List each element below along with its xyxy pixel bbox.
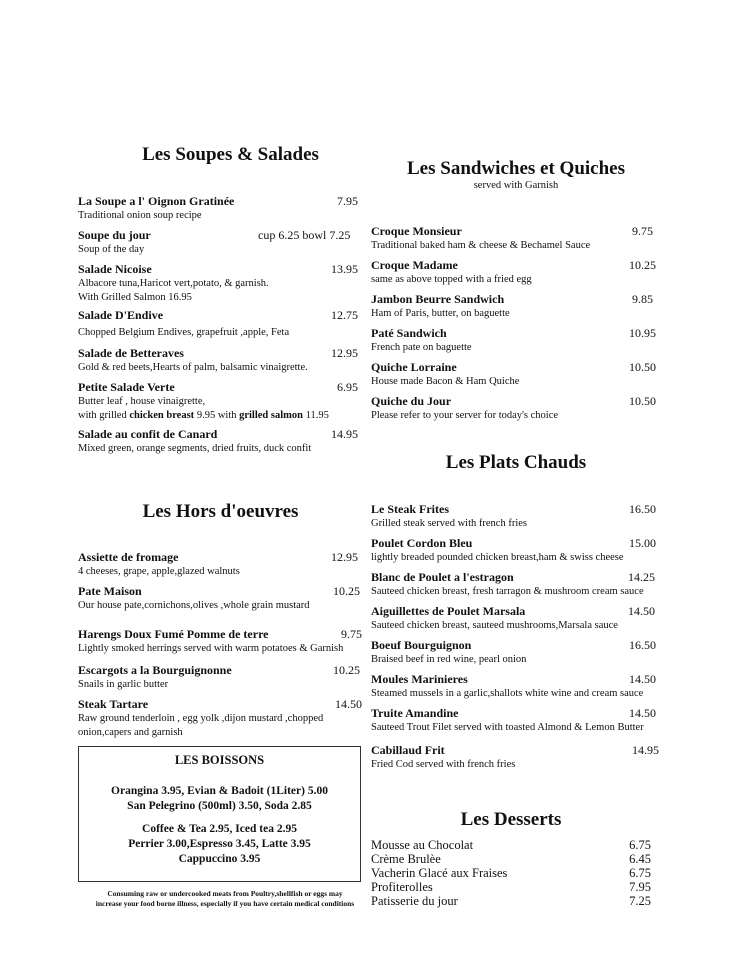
item-price: 6.75 [629,838,651,852]
menu-item [78,584,360,613]
item-price: 15.00 [629,536,656,550]
item-name: Boeuf Bourguignon [371,638,472,652]
item-desc: Traditional baked ham & cheese & Bechamel Sauce [371,240,591,251]
item-desc: Albacore tuna,Haricot vert,potato, & garnish. [78,278,269,289]
item-desc: Sauteed chicken breast, sauteed mushrooms,Marsala sauce [371,620,618,631]
dessert-item [371,852,651,867]
menu-item [78,228,358,257]
plats-title: Les Plats Chauds [445,452,587,473]
menu-item [371,743,659,772]
item-name: Jambon Beurre Sandwich [371,292,505,306]
item-price: 14.50 [335,697,362,711]
menu-item [78,427,358,456]
menu-item [78,550,358,579]
item-desc: Steamed mussels in a garlic,shallots white wine and cream sauce [371,688,644,699]
item-name: Salade au confit de Canard [78,427,218,441]
item-price: 14.50 [628,604,655,618]
item-price: 13.95 [331,262,358,276]
item-name: Salade de Betteraves [78,346,184,360]
menu-item [371,570,655,599]
item-desc: Sauteed Trout Filet served with toasted Almond & Lemon Butter [371,722,644,733]
item-name: Steak Tartare [78,697,149,711]
menu-item [78,697,362,739]
item-name: Crème Brulèe [371,852,441,866]
item-name: La Soupe a l' Oignon Gratinée [78,194,235,208]
item-desc: Braised beef in red wine, pearl onion [371,654,527,665]
item-price: 14.95 [331,427,358,441]
item-price: 12.95 [331,346,358,360]
dessert-item [371,894,651,909]
sandwiches-title: Les Sandwiches et Quiches [407,158,625,179]
menu-item [371,360,656,389]
item-desc: Raw ground tenderloin , egg yolk ,dijon mustard ,chopped [78,713,324,724]
menu-item [371,638,656,667]
footnote-line: Consuming raw or undercooked meats from Poultry,shellfish or eggs may [107,889,343,898]
item-name: Cabillaud Frit [371,743,445,757]
boissons-line: Coffee & Tea 2.95, Iced tea 2.95 [142,823,297,835]
item-name: Blanc de Poulet a l'estragon [371,570,514,584]
dessert-item [371,880,651,895]
item-price: 6.75 [629,866,651,880]
menu-item [371,672,656,701]
item-price: cup 6.25 bowl 7.25 [258,228,351,242]
item-name: Le Steak Frites [371,502,449,516]
menu-item [371,258,656,287]
item-desc: House made Bacon & Ham Quiche [371,376,520,387]
item-desc: With Grilled Salmon 16.95 [78,291,192,303]
item-name: Profiterolles [371,880,433,894]
menu-item [78,380,358,422]
item-name: Truite Amandine [371,706,459,720]
soupes-title: Les Soupes & Salades [142,144,319,165]
item-name: Paté Sandwich [371,326,447,340]
menu-item [371,292,653,321]
item-desc: same as above topped with a fried egg [371,274,532,285]
item-desc: onion,capers and garnish [78,726,183,738]
item-desc: Lightly smoked herrings served with warm potatoes & Garnish [78,643,344,654]
boissons-line: San Pelegrino (500ml) 3.50, Soda 2.85 [127,800,312,812]
item-price: 12.95 [331,550,358,564]
item-price: 14.95 [632,743,659,757]
item-desc: Butter leaf , house vinaigrette, [78,396,206,407]
item-name: Vacherin Glacé aux Fraises [371,866,508,880]
item-name: Salade D'Endive [78,308,164,322]
item-name: Croque Monsieur [371,224,462,238]
item-name: Soupe du jour [78,228,151,242]
item-desc: Ham of Paris, butter, on baguette [371,308,510,319]
footnote [80,889,370,909]
item-desc: Sauteed chicken breast, fresh tarragon & mushroom cream sauce [371,586,644,597]
item-name: Petite Salade Verte [78,380,175,394]
item-desc: Gold & red beets,Hearts of palm, balsamic vinaigrette. [78,362,308,373]
item-desc: Please refer to your server for today's choice [371,410,559,421]
item-price: 10.50 [629,360,656,374]
item-name: Quiche Lorraine [371,360,457,374]
menu-item [78,194,358,223]
item-price: 9.85 [632,292,653,306]
menu-item [371,224,653,253]
dessert-item [371,866,651,881]
menu-item [78,262,358,304]
menu-item [371,536,656,565]
item-price: 7.95 [629,880,651,894]
menu-item [78,663,360,692]
item-name: Patisserie du jour [371,894,458,908]
item-price: 10.95 [629,326,656,340]
item-desc: Snails in garlic butter [78,679,169,690]
menu-item [371,502,656,531]
boissons-line: Perrier 3.00,Espresso 3.45, Latte 3.95 [128,838,311,850]
item-price: 7.95 [337,194,358,208]
item-price: 7.25 [629,894,651,908]
boissons-title: LES BOISSONS [174,753,265,767]
item-name: Salade Nicoise [78,262,152,276]
item-name: Croque Madame [371,258,458,272]
item-name: Pate Maison [78,584,142,598]
item-desc: French pate on baguette [371,342,472,353]
item-name: Mousse au Chocolat [371,838,474,852]
menu-item [371,326,656,355]
menu-item [78,346,358,375]
menu-item [371,604,655,633]
boissons-box [78,746,361,882]
item-price: 14.25 [628,570,655,584]
item-name: Poulet Cordon Bleu [371,536,473,550]
item-price: 12.75 [331,308,358,322]
item-price: 9.75 [341,627,362,641]
menu-item [371,706,656,735]
boissons-line: Cappuccino 3.95 [178,853,261,865]
item-desc: lightly breaded pounded chicken breast,ham & swiss cheese [371,552,624,563]
item-price: 9.75 [632,224,653,238]
menu-item [78,627,362,656]
item-price: 10.25 [333,584,360,598]
item-desc: with grilled chicken breast 9.95 with grilled salmon 11.95 [78,409,329,421]
item-name: Moules Marinieres [371,672,468,686]
item-desc: Grilled steak served with french fries [371,518,527,529]
item-name: Escargots a la Bourguignonne [78,663,232,677]
dessert-item [371,838,651,853]
menu-item [371,394,656,423]
item-name: Harengs Doux Fumé Pomme de terre [78,627,269,641]
sandwiches-subtitle: served with Garnish [473,180,559,191]
item-price: 10.25 [333,663,360,677]
item-name: Quiche du Jour [371,394,452,408]
item-price: 16.50 [629,502,656,516]
item-desc: Chopped Belgium Endives, grapefruit ,apple, Feta [78,327,290,338]
hors-title: Les Hors d'oeuvres [142,501,299,522]
item-price: 14.50 [629,706,656,720]
item-price: 10.25 [629,258,656,272]
menu-item [78,308,358,340]
item-desc: 4 cheeses, grape, apple,glazed walnuts [78,566,240,577]
boissons-line: Orangina 3.95, Evian & Badoit (1Liter) 5.00 [111,785,328,797]
item-desc: Our house pate,cornichons,olives ,whole grain mustard [78,600,310,611]
footnote-line: increase your food borne illness, especially if you have certain medical conditions [95,899,355,908]
desserts-title: Les Desserts [460,809,562,830]
item-price: 6.95 [337,380,358,394]
item-price: 6.45 [629,852,651,866]
item-desc: Fried Cod served with french fries [371,759,516,770]
item-name: Assiette de fromage [78,550,179,564]
item-name: Aiguillettes de Poulet Marsala [371,604,526,618]
item-price: 16.50 [629,638,656,652]
item-desc: Mixed green, orange segments, dried fruits, duck confit [78,443,312,454]
item-price: 14.50 [629,672,656,686]
item-price: 10.50 [629,394,656,408]
item-desc: Traditional onion soup recipe [78,210,202,221]
item-desc: Soup of the day [78,244,145,255]
